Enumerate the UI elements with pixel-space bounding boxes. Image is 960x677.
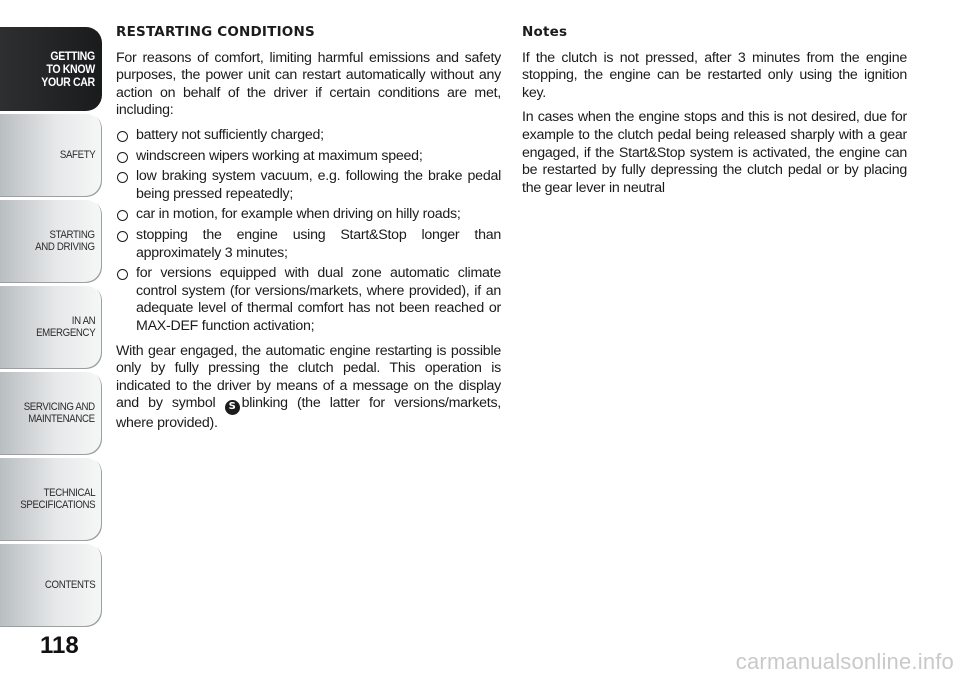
gear-engaged-paragraph [116, 343, 501, 433]
tab-label: SAFETY [59, 149, 95, 161]
page-number: 118 [40, 632, 79, 659]
list-item [116, 227, 501, 262]
tab-servicing-and-maintenance[interactable] [0, 371, 102, 455]
restarting-conditions-section [116, 24, 501, 439]
circle-bullet-icon [117, 152, 128, 163]
list-item [116, 168, 501, 203]
notes-heading: Notes [522, 24, 568, 40]
list-item-text: battery not sufficiently charged; [136, 126, 324, 143]
tab-getting-to-know-your-car[interactable] [0, 27, 102, 111]
gear-paragraph-text: With gear engaged, the automatic engine restarting is possible only by fully pressing the clutch pedal. This operation is indicated to the driver by means of a message on the display and by symbol [116, 342, 501, 412]
watermark: carmanualsonline.info [735, 649, 954, 674]
list-item [116, 265, 501, 335]
start-stop-symbol-icon: S [225, 400, 240, 415]
notes-paragraph-2: In cases when the engine stops and this is not desired, due for example to the clutch pedal being released sharply with a gear engaged, if the Start&Stop system is activated, the engine can be restarted by fully depressing the clutch pedal or by placing the gear lever in neutral [522, 109, 907, 196]
section-heading: RESTARTING CONDITIONS [116, 24, 315, 40]
notes-section [522, 24, 907, 204]
tab-safety[interactable] [0, 113, 102, 197]
list-item [116, 206, 501, 224]
circle-bullet-icon [117, 172, 128, 183]
intro-paragraph: For reasons of comfort, limiting harmful emissions and safety purposes, the power unit can restart automatically without any action on behalf of the driver if certain conditions are met, including: [116, 49, 501, 119]
notes-paragraph-1: If the clutch is not pressed, after 3 minutes from the engine stopping, the engine can be restarted only using the ignition key. [522, 49, 907, 101]
tab-label: SERVICING AND MAINTENANCE [23, 401, 95, 425]
circle-bullet-icon [117, 210, 128, 221]
list-item-text: car in motion, for example when driving on hilly roads; [136, 206, 461, 223]
list-item [116, 127, 501, 145]
circle-bullet-icon [117, 231, 128, 242]
tab-label: CONTENTS [44, 579, 95, 591]
list-item [116, 148, 501, 166]
tab-in-an-emergency[interactable] [0, 285, 102, 369]
tab-label: IN AN EMERGENCY [35, 315, 95, 339]
tab-label: STARTING AND DRIVING [35, 229, 95, 253]
list-item-text: for versions equipped with dual zone automatic climate control system (for versions/markets, where provided), if an adequate level of thermal comfort has not been reached or MAX-DEF function activation; [136, 265, 501, 334]
list-item-text: windscreen wipers working at maximum speed; [136, 147, 423, 164]
tab-technical-specifications[interactable] [0, 457, 102, 541]
circle-bullet-icon [117, 269, 128, 280]
list-item-text: low braking system vacuum, e.g. following the brake pedal being pressed repeatedly; [136, 168, 501, 202]
tab-label: GETTING TO KNOW YOUR CAR [41, 48, 95, 89]
circle-bullet-icon [117, 131, 128, 142]
conditions-list [116, 127, 501, 336]
tab-starting-and-driving[interactable] [0, 199, 102, 283]
list-item-text: stopping the engine using Start&Stop longer than approximately 3 minutes; [136, 226, 501, 261]
tab-label: TECHNICAL SPECIFICATIONS [19, 487, 95, 511]
gear-paragraph-end: blinking (the latter for versions/markets, where provided). [116, 395, 501, 431]
tab-contents[interactable] [0, 543, 102, 627]
